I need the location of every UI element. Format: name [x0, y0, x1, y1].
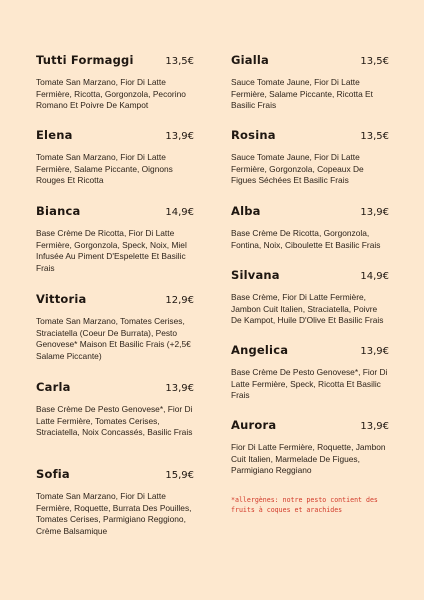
item-price: 13,5€: [360, 131, 389, 142]
item-name: Vittoria: [36, 292, 87, 306]
item-name: Rosina: [231, 128, 276, 142]
item-description: Tomate San Marzano, Fior Di Latte Fermière, Salame Piccante, Oignons Rouges Et Ricotta: [36, 152, 173, 186]
item-description: Sauce Tomate Jaune, Fior Di Latte Fermière, Salame Piccante, Ricotta Et Basilic Frais: [231, 77, 373, 111]
item-price: 14,9€: [165, 207, 194, 218]
item-price: 13,9€: [165, 131, 194, 142]
allergen-note: *allergènes: notre pesto contient des fruits à coques et arachides: [231, 496, 378, 514]
item-name: Angelica: [231, 343, 289, 357]
menu-item: [231, 53, 389, 112]
item-price: 13,9€: [360, 207, 389, 218]
menu-item: [36, 292, 194, 362]
menu-item: [36, 128, 194, 187]
item-name: Bianca: [36, 204, 81, 218]
item-name: Silvana: [231, 268, 280, 282]
item-price: 13,9€: [165, 383, 194, 394]
menu-item: [36, 380, 194, 439]
menu-item: [36, 467, 194, 537]
item-description: Base Crème De Ricotta, Fior Di Latte Fermière, Gorgonzola, Speck, Noix, Miel Infusée Au Piment D'Espelette Et Basilic Frais: [36, 228, 187, 273]
menu-item: [36, 53, 194, 112]
item-name: Gialla: [231, 53, 269, 67]
item-price: 14,9€: [360, 271, 389, 282]
menu-item: [231, 204, 389, 251]
item-name: Sofia: [36, 467, 70, 481]
item-price: 13,5€: [360, 56, 389, 67]
item-name: Alba: [231, 204, 261, 218]
item-price: 13,5€: [165, 56, 194, 67]
item-name: Tutti Formaggi: [36, 53, 134, 67]
item-name: Aurora: [231, 418, 277, 432]
item-description: Base Crème De Pesto Genovese*, Fior Di Latte Fermière, Speck, Ricotta Et Basilic Frais: [231, 367, 388, 401]
item-name: Elena: [36, 128, 73, 142]
item-price: 12,9€: [165, 295, 194, 306]
item-description: Base Crème De Pesto Genovese*, Fior Di Latte Fermière, Tomates Cerises, Straciatella, Noix Concassés, Basilic Frais: [36, 404, 193, 438]
item-description: Tomate San Marzano, Fior Di Latte Fermière, Ricotta, Gorgonzola, Pecorino Romano Et Poivre De Kampot: [36, 77, 186, 111]
menu-item: [231, 268, 389, 327]
item-price: 13,9€: [360, 346, 389, 357]
item-name: Carla: [36, 380, 71, 394]
item-description: Tomate San Marzano, Fior Di Latte Fermière, Roquette, Burrata Des Pouilles, Tomates Cerises, Parmigiano Reggiono, Crème Balsamique: [36, 491, 192, 536]
item-description: Base Crème De Ricotta, Gorgonzola, Fontina, Noix, Ciboulette Et Basilic Frais: [231, 228, 381, 250]
item-description: Fior Di Latte Fermière, Roquette, Jambon Cuit Italien, Marmelade De Figues, Parmigiano Reggiano: [231, 442, 386, 476]
item-description: Base Crème, Fior Di Latte Fermière, Jambon Cuit Italien, Straciatella, Poivre De Kampot, Huile D'Olive Et Basilic Frais: [231, 292, 384, 326]
item-price: 15,9€: [165, 470, 194, 481]
menu-item: [36, 204, 194, 274]
menu-item: [231, 128, 389, 187]
item-price: 13,9€: [360, 421, 389, 432]
menu-item: [231, 343, 389, 402]
menu-item: [231, 418, 389, 477]
item-description: Tomate San Marzano, Tomates Cerises, Straciatella (Coeur De Burrata), Pesto Genovese* Maison Et Basilic Frais (+2,5€ Salame Piccante): [36, 316, 191, 361]
item-description: Sauce Tomate Jaune, Fior Di Latte Fermière, Gorgonzola, Copeaux De Figues Séchées Et Basilic Frais: [231, 152, 364, 186]
